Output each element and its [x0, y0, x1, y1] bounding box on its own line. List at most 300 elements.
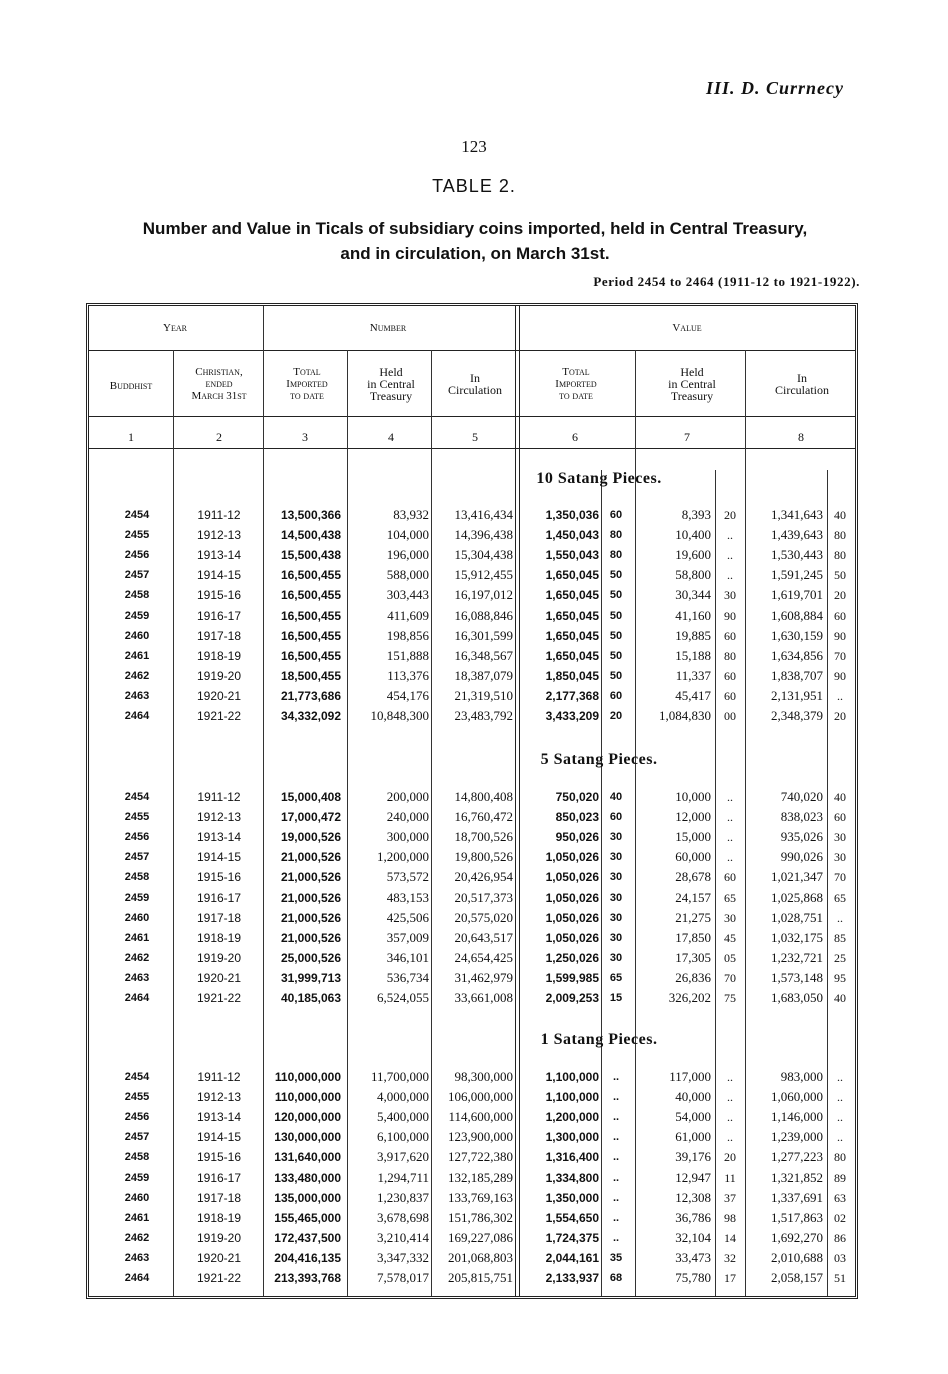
value-total-satang: ..: [612, 1231, 620, 1244]
value-held-ticals: 24,157: [675, 889, 711, 905]
value-total-ticals: 750,020: [555, 790, 599, 804]
value-total-ticals: 1,100,000: [545, 1090, 599, 1105]
table-row: [89, 706, 855, 726]
number-held-treasury: 1,230,837: [377, 1189, 429, 1205]
number-held-treasury: 7,578,017: [377, 1270, 429, 1285]
number-total-imported: 213,393,768: [274, 1271, 341, 1285]
value-held-satang: 65: [724, 890, 736, 905]
col-number: 8: [798, 430, 804, 444]
buddhist-year: 2457: [124, 569, 150, 582]
buddhist-year: 2464: [124, 992, 150, 1004]
value-held-satang: 90: [724, 608, 736, 623]
buddhist-year: 2459: [124, 891, 150, 904]
buddhist-year: 2454: [124, 791, 150, 803]
value-total-satang: 30: [609, 851, 623, 864]
number-total-imported: 14,500,438: [280, 528, 341, 543]
value-circ-ticals: 1,591,245: [771, 567, 823, 583]
value-total-satang: 30: [609, 911, 623, 924]
value-circ-satang: 80: [834, 528, 846, 543]
value-total-ticals: 1,200,000: [545, 1110, 599, 1125]
table-row: [89, 646, 855, 666]
value-circ-satang: 60: [834, 810, 846, 825]
number-total-imported: 25,000,526: [280, 950, 341, 965]
col-number: 1: [128, 430, 134, 444]
buddhist-year: 2458: [124, 871, 150, 884]
table-row: [89, 565, 855, 585]
value-circ-satang: 90: [834, 628, 846, 643]
christian-year: 1912-13: [196, 528, 242, 543]
table-row: [89, 525, 855, 545]
christian-year: 1913-14: [196, 548, 242, 563]
col-num-total-header: Total Imported to date: [286, 366, 328, 402]
number-held-treasury: 483,153: [386, 889, 429, 905]
value-circ-ticals: 1,838,707: [771, 667, 823, 683]
number-total-imported: 155,465,000: [274, 1210, 341, 1225]
section-title-10-satang: 10 Satang Pieces.: [536, 470, 662, 487]
number-total-imported: 110,000,000: [274, 1090, 341, 1105]
christian-year: 1911-12: [197, 790, 241, 804]
value-circ-satang: ..: [837, 910, 843, 925]
value-circ-satang: 90: [834, 668, 846, 683]
christian-year: 1915-16: [196, 588, 242, 603]
table-row: [89, 585, 855, 605]
number-total-imported: 21,000,526: [280, 910, 341, 925]
christian-year: 1921-22: [196, 709, 242, 723]
value-held-ticals: 54,000: [675, 1109, 711, 1125]
description-line-1: Number and Value in Ticals of subsidiary coins imported, held in Central Treasury,: [142, 219, 808, 238]
value-circ-satang: ..: [837, 1130, 843, 1145]
buddhist-year: 2457: [124, 851, 150, 864]
number-total-imported: 40,185,063: [280, 991, 341, 1005]
number-held-treasury: 588,000: [386, 567, 429, 583]
table-row: [89, 1107, 855, 1127]
number-in-circulation: 114,600,000: [448, 1109, 513, 1125]
number-in-circulation: 16,760,472: [454, 809, 513, 825]
number-held-treasury: 104,000: [386, 527, 429, 543]
col-christian-header: Christian, ended March 31st: [191, 366, 247, 402]
number-held-treasury: 11,700,000: [370, 1069, 429, 1084]
number-held-treasury: 411,609: [387, 607, 429, 623]
number-total-imported: 21,000,526: [280, 930, 341, 945]
table-row: [89, 505, 855, 525]
value-total-satang: ..: [612, 1071, 620, 1083]
christian-year: 1919-20: [196, 950, 242, 965]
number-in-circulation: 20,575,020: [454, 909, 513, 925]
value-total-satang: ..: [612, 1111, 620, 1124]
section-title-1-satang: 1 Satang Pieces.: [540, 1031, 658, 1048]
value-total-ticals: 850,023: [555, 810, 599, 825]
value-total-satang: ..: [612, 1151, 620, 1164]
table-row: [89, 867, 855, 887]
value-total-ticals: 1,050,026: [545, 850, 599, 865]
value-held-ticals: 12,947: [675, 1169, 711, 1185]
number-in-circulation: 13,416,434: [454, 507, 513, 522]
number-in-circulation: 169,227,086: [448, 1229, 513, 1245]
group-value-header: Value: [672, 322, 702, 334]
value-total-satang: 50: [609, 589, 623, 602]
value-total-ticals: 1,550,043: [545, 548, 599, 563]
number-total-imported: 34,332,092: [280, 709, 341, 723]
value-held-satang: 75: [724, 991, 736, 1005]
value-total-ticals: 1,050,026: [545, 870, 599, 885]
number-held-treasury: 346,101: [386, 949, 429, 965]
value-total-satang: ..: [612, 1191, 620, 1204]
christian-year: 1915-16: [196, 1150, 242, 1165]
number-held-treasury: 303,443: [386, 587, 429, 603]
period-note: Period 2454 to 2464 (1911-12 to 1921-1922).: [593, 274, 860, 289]
table-row: [89, 1087, 855, 1107]
number-total-imported: 131,640,000: [274, 1150, 341, 1165]
christian-year: 1920-21: [196, 970, 242, 985]
value-total-satang: 60: [609, 509, 623, 521]
value-total-ticals: 1,334,800: [545, 1170, 599, 1185]
number-in-circulation: 16,197,012: [454, 587, 513, 603]
value-held-satang: ..: [727, 1110, 733, 1125]
value-held-satang: 98: [724, 1210, 736, 1225]
value-held-satang: 60: [724, 668, 736, 683]
number-in-circulation: 16,301,599: [454, 627, 513, 643]
value-circ-satang: 20: [834, 709, 846, 723]
number-in-circulation: 23,483,792: [454, 708, 513, 723]
buddhist-year: 2463: [124, 689, 150, 702]
value-held-satang: 05: [724, 950, 736, 965]
number-in-circulation: 16,348,567: [454, 647, 513, 663]
col-buddhist-header: Buddhist: [109, 380, 153, 392]
buddhist-year: 2456: [124, 549, 150, 562]
value-total-satang: 80: [609, 529, 623, 542]
number-held-treasury: 357,009: [386, 929, 429, 945]
buddhist-year: 2456: [124, 831, 150, 844]
table-row: [89, 908, 855, 928]
value-held-satang: ..: [727, 1090, 733, 1105]
col-val-total-header: Total Imported to date: [555, 366, 597, 402]
col-num-circ-header: In Circulation: [448, 371, 502, 397]
value-circ-ticals: 1,630,159: [771, 627, 823, 643]
col-val-held-header: Held in Central Treasury: [668, 365, 716, 403]
buddhist-year: 2460: [124, 629, 150, 642]
number-held-treasury: 300,000: [386, 829, 429, 845]
table-row: [89, 968, 855, 988]
value-circ-satang: 30: [834, 850, 846, 865]
number-held-treasury: 3,678,698: [377, 1209, 429, 1225]
value-total-satang: 30: [609, 891, 623, 904]
christian-year: 1914-15: [196, 568, 242, 583]
col-number: 3: [302, 430, 308, 444]
number-total-imported: 18,500,455: [280, 668, 341, 683]
value-total-satang: 30: [609, 951, 623, 964]
number-total-imported: 13,500,366: [280, 508, 341, 522]
value-total-satang: 30: [609, 931, 623, 944]
number-held-treasury: 198,856: [386, 627, 429, 643]
value-circ-satang: 50: [834, 568, 846, 583]
value-total-ticals: 1,050,026: [545, 890, 599, 905]
value-circ-satang: 40: [834, 508, 846, 522]
value-total-satang: 80: [609, 549, 623, 562]
number-total-imported: 31,999,713: [280, 970, 341, 985]
value-held-ticals: 12,308: [675, 1189, 711, 1205]
buddhist-year: 2462: [124, 1231, 150, 1244]
value-held-ticals: 26,836: [675, 969, 711, 985]
value-held-satang: 60: [724, 628, 736, 643]
number-held-treasury: 536,734: [386, 969, 429, 985]
value-total-ticals: 1,650,045: [545, 588, 599, 603]
value-circ-ticals: 1,337,691: [771, 1189, 823, 1205]
number-held-treasury: 454,176: [386, 687, 429, 703]
value-circ-satang: 70: [834, 648, 846, 663]
value-circ-satang: 95: [834, 970, 846, 985]
number-total-imported: 21,000,526: [280, 870, 341, 885]
christian-year: 1921-22: [196, 991, 242, 1005]
number-held-treasury: 196,000: [386, 547, 429, 563]
value-total-ticals: 1,650,045: [545, 648, 599, 663]
value-total-ticals: 1,350,000: [545, 1190, 599, 1205]
value-held-ticals: 21,275: [675, 909, 711, 925]
christian-year: 1918-19: [196, 930, 242, 945]
number-held-treasury: 6,524,055: [377, 990, 429, 1005]
value-circ-satang: 89: [834, 1170, 846, 1185]
value-total-satang: 50: [609, 569, 623, 582]
number-in-circulation: 106,000,000: [448, 1089, 513, 1105]
value-held-satang: ..: [727, 830, 733, 845]
value-circ-ticals: 2,010,688: [771, 1249, 823, 1265]
number-total-imported: 120,000,000: [274, 1110, 341, 1125]
value-total-ticals: 1,350,036: [545, 508, 599, 522]
number-in-circulation: 15,912,455: [454, 567, 513, 583]
col-number: 4: [388, 430, 394, 444]
table-row: [89, 545, 855, 565]
value-total-satang: 60: [609, 811, 623, 824]
number-total-imported: 17,000,472: [280, 810, 341, 825]
value-held-ticals: 75,780: [675, 1270, 711, 1285]
christian-year: 1916-17: [196, 1170, 242, 1185]
number-total-imported: 21,000,526: [280, 850, 341, 865]
buddhist-year: 2461: [124, 931, 150, 944]
number-in-circulation: 14,396,438: [454, 527, 513, 543]
value-circ-satang: 70: [834, 870, 846, 885]
value-circ-satang: 85: [834, 930, 846, 945]
col-number: 2: [216, 430, 222, 444]
value-total-ticals: 2,044,161: [545, 1250, 599, 1265]
value-total-ticals: 1,850,045: [545, 668, 599, 683]
number-held-treasury: 113,376: [387, 667, 429, 683]
value-circ-ticals: 1,573,148: [771, 969, 823, 985]
value-total-ticals: 1,650,045: [545, 568, 599, 583]
value-held-ticals: 41,160: [675, 607, 711, 623]
value-held-satang: 30: [724, 910, 736, 925]
value-circ-ticals: 1,634,856: [771, 647, 823, 663]
christian-year: 1917-18: [196, 628, 242, 643]
number-held-treasury: 4,000,000: [377, 1089, 429, 1105]
value-total-satang: ..: [612, 1091, 620, 1104]
number-in-circulation: 151,786,302: [448, 1209, 513, 1225]
value-total-satang: 68: [609, 1272, 623, 1284]
number-total-imported: 16,500,455: [280, 628, 341, 643]
christian-year: 1917-18: [196, 1190, 242, 1205]
value-circ-ticals: 1,028,751: [771, 909, 823, 925]
col-number: 5: [472, 430, 478, 444]
header-divider: [89, 416, 855, 417]
description-line-2: and in circulation, on March 31st.: [340, 244, 610, 263]
value-circ-ticals: 1,060,000: [771, 1089, 823, 1105]
table-row: [89, 666, 855, 686]
buddhist-year: 2461: [124, 1211, 150, 1224]
section-title-5-satang: 5 Satang Pieces.: [540, 751, 658, 768]
value-total-ticals: 1,650,045: [545, 608, 599, 623]
value-held-satang: 17: [724, 1271, 736, 1285]
value-held-ticals: 326,202: [668, 990, 711, 1005]
number-in-circulation: 127,722,380: [448, 1149, 513, 1165]
value-held-ticals: 117,000: [669, 1069, 711, 1084]
number-held-treasury: 10,848,300: [370, 708, 429, 723]
buddhist-year: 2454: [124, 509, 150, 521]
table-row: [89, 1248, 855, 1268]
value-total-satang: 50: [609, 609, 623, 622]
christian-year: 1920-21: [196, 688, 242, 703]
currency-table: [86, 303, 858, 1299]
number-in-circulation: 14,800,408: [454, 789, 513, 804]
value-held-ticals: 15,188: [675, 647, 711, 663]
number-total-imported: 21,000,526: [280, 890, 341, 905]
value-held-satang: 60: [724, 688, 736, 703]
value-total-satang: 15: [609, 992, 623, 1004]
value-held-ticals: 30,344: [675, 587, 711, 603]
value-circ-satang: 80: [834, 1150, 846, 1165]
value-held-satang: 37: [724, 1190, 736, 1205]
table-row: [89, 1168, 855, 1188]
value-held-satang: 70: [724, 970, 736, 985]
number-in-circulation: 201,068,803: [448, 1249, 513, 1265]
value-total-satang: 20: [609, 710, 623, 722]
buddhist-year: 2464: [124, 710, 150, 722]
number-total-imported: 15,000,408: [280, 790, 341, 804]
christian-year: 1914-15: [196, 1130, 242, 1145]
value-circ-ticals: 1,517,863: [771, 1209, 823, 1225]
value-circ-ticals: 1,530,443: [771, 547, 823, 563]
number-in-circulation: 21,319,510: [454, 687, 513, 703]
value-circ-satang: ..: [837, 1090, 843, 1105]
value-total-satang: 65: [609, 971, 623, 984]
number-total-imported: 133,480,000: [274, 1170, 341, 1185]
value-held-ticals: 8,393: [681, 507, 711, 522]
value-circ-satang: 25: [834, 950, 846, 965]
number-total-imported: 16,500,455: [280, 608, 341, 623]
value-held-satang: ..: [727, 568, 733, 583]
number-held-treasury: 3,210,414: [377, 1229, 429, 1245]
value-held-satang: ..: [727, 1070, 733, 1084]
christian-year: 1912-13: [196, 810, 242, 825]
christian-year: 1913-14: [196, 830, 242, 845]
christian-year: 1918-19: [196, 1210, 242, 1225]
value-circ-ticals: 990,026: [780, 849, 823, 865]
value-circ-ticals: 1,232,721: [771, 949, 823, 965]
table-title: TABLE 2.: [432, 176, 516, 196]
value-total-ticals: 1,316,400: [545, 1150, 599, 1165]
number-total-imported: 15,500,438: [280, 548, 341, 563]
table-row: [89, 807, 855, 827]
value-circ-ticals: 1,146,000: [771, 1109, 823, 1125]
buddhist-year: 2457: [124, 1131, 150, 1144]
value-held-satang: ..: [727, 548, 733, 563]
value-held-ticals: 39,176: [675, 1149, 711, 1165]
christian-year: 1911-12: [197, 1070, 241, 1084]
value-circ-satang: ..: [837, 688, 843, 703]
buddhist-year: 2463: [124, 971, 150, 984]
value-total-ticals: 1,050,026: [545, 910, 599, 925]
value-circ-ticals: 2,131,951: [771, 687, 823, 703]
value-held-satang: 45: [724, 930, 736, 945]
number-held-treasury: 1,200,000: [377, 849, 429, 865]
table-row: [89, 1127, 855, 1147]
value-total-ticals: 2,133,937: [545, 1271, 599, 1285]
header-divider: [89, 350, 855, 351]
number-total-imported: 21,773,686: [280, 688, 341, 703]
number-in-circulation: 20,426,954: [454, 869, 513, 885]
christian-year: 1919-20: [196, 1230, 242, 1245]
number-in-circulation: 132,185,289: [448, 1169, 513, 1185]
number-total-imported: 16,500,455: [280, 568, 341, 583]
value-held-satang: 60: [724, 870, 736, 885]
number-in-circulation: 98,300,000: [454, 1069, 513, 1084]
value-circ-satang: 65: [834, 890, 846, 905]
table-row: [89, 686, 855, 706]
value-held-ticals: 32,104: [675, 1229, 711, 1245]
value-circ-ticals: 1,608,884: [771, 607, 823, 623]
value-total-ticals: 1,554,650: [545, 1210, 599, 1225]
value-circ-ticals: 1,321,852: [771, 1169, 823, 1185]
value-circ-ticals: 1,619,701: [771, 587, 823, 603]
buddhist-year: 2455: [124, 1091, 150, 1104]
value-total-satang: ..: [612, 1131, 620, 1144]
value-held-ticals: 1,084,830: [659, 708, 711, 723]
value-held-ticals: 28,678: [675, 869, 711, 885]
col-val-circ-header: In Circulation: [775, 371, 829, 397]
value-circ-satang: 02: [834, 1210, 846, 1225]
number-held-treasury: 151,888: [386, 647, 429, 663]
value-circ-ticals: 1,277,223: [771, 1149, 823, 1165]
value-total-satang: 60: [609, 689, 623, 702]
value-held-satang: 32: [724, 1250, 736, 1265]
value-circ-ticals: 935,026: [780, 829, 823, 845]
value-total-satang: 30: [609, 831, 623, 844]
value-circ-ticals: 740,020: [780, 789, 823, 804]
value-circ-ticals: 838,023: [780, 809, 823, 825]
value-held-satang: ..: [727, 528, 733, 543]
number-held-treasury: 240,000: [386, 809, 429, 825]
value-total-ticals: 1,300,000: [545, 1130, 599, 1145]
value-total-ticals: 1,250,026: [545, 950, 599, 965]
value-held-ticals: 12,000: [675, 809, 711, 825]
number-in-circulation: 19,800,526: [454, 849, 513, 865]
buddhist-year: 2459: [124, 1171, 150, 1184]
christian-year: 1919-20: [196, 668, 242, 683]
value-held-ticals: 58,800: [675, 567, 711, 583]
value-total-ticals: 3,433,209: [545, 709, 599, 723]
value-total-ticals: 2,009,253: [545, 991, 599, 1005]
number-in-circulation: 16,088,846: [454, 607, 513, 623]
christian-year: 1912-13: [196, 1090, 242, 1105]
value-held-satang: 00: [724, 709, 736, 723]
value-held-ticals: 11,337: [675, 667, 711, 683]
christian-year: 1918-19: [196, 648, 242, 663]
christian-year: 1911-12: [197, 508, 241, 522]
buddhist-year: 2462: [124, 669, 150, 682]
number-held-treasury: 83,932: [393, 507, 429, 522]
number-in-circulation: 123,900,000: [448, 1129, 513, 1145]
value-total-satang: 35: [609, 1251, 623, 1264]
value-held-satang: ..: [727, 790, 733, 804]
value-held-ticals: 17,850: [675, 929, 711, 945]
page-number: 123: [461, 137, 487, 156]
